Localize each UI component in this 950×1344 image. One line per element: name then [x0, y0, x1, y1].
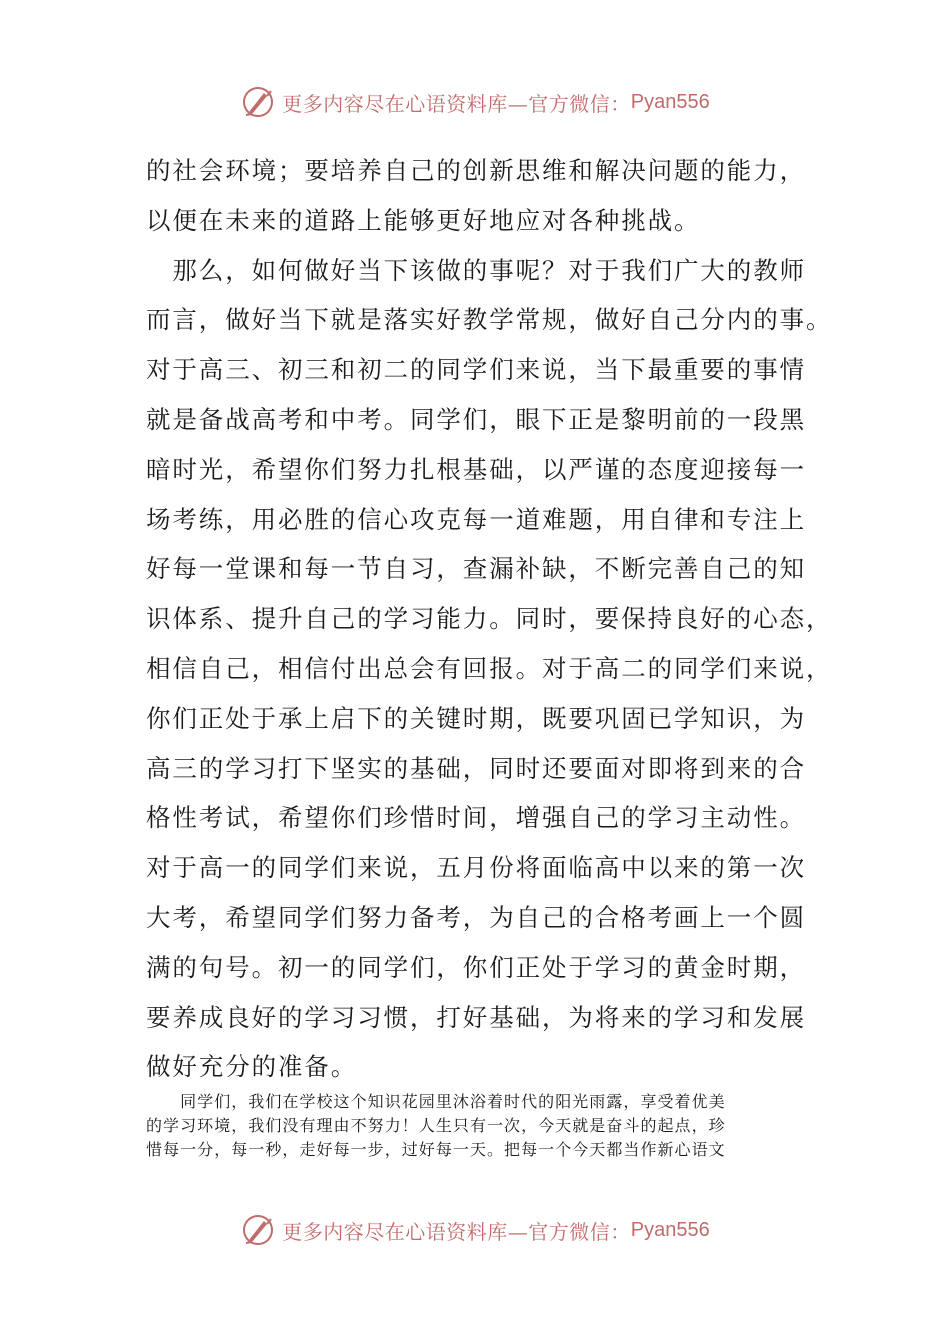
small-text-line: 惜每一分，每一秒，走好每一步，过好每一天。把每一个今天都当作新心语文 — [146, 1139, 726, 1159]
text-line: 做好充分的准备。 — [146, 1052, 358, 1082]
body-text — [146, 146, 833, 1092]
header-banner — [0, 80, 950, 124]
small-text-line: 同学们，我们在学校这个知识花园里沐浴着时代的阳光雨露，享受着优美 — [146, 1092, 726, 1111]
text-line: 的社会环境；要培养自己的创新思维和解决问题的能力， — [146, 156, 806, 185]
footer-banner-text: 更多内容尽在心语资料库—官方微信： — [282, 1219, 631, 1244]
text-line: 暗时光，希望你们努力扎根基础，以严谨的态度迎接每一 — [146, 454, 806, 484]
small-text-line: 的学习环境，我们没有理由不努力！人生只有一次，今天就是奋斗的起点，珍 — [146, 1115, 726, 1135]
text-line: 满的句号。初一的同学们，你们正处于学习的黄金时期， — [146, 952, 806, 982]
text-line: 那么，如何做好当下该做的事呢？对于我们广大的教师 — [146, 255, 806, 285]
quill-logo-icon — [240, 1212, 276, 1248]
small-text-block — [146, 1090, 806, 1161]
text-line: 对于高一的同学们来说，五月份将面临高中以来的第一次 — [146, 853, 806, 883]
text-line: 场考练，用必胜的信心攻克每一道难题，用自律和专注上 — [146, 504, 806, 534]
text-line: 以便在未来的道路上能够更好地应对各种挑战。 — [146, 205, 701, 235]
text-line: 对于高三、初三和初二的同学们来说，当下最重要的事情 — [146, 355, 806, 385]
header-banner-text: 更多内容尽在心语资料库—官方微信： — [282, 91, 631, 116]
text-line: 而言，做好当下就是落实好教学常规，做好自己分内的事。 — [146, 305, 833, 335]
text-line: 就是备战高考和中考。同学们，眼下正是黎明前的一段黑 — [146, 404, 806, 434]
text-line: 要养成良好的学习习惯，打好基础，为将来的学习和发展 — [146, 1002, 806, 1032]
text-line: 你们正处于承上启下的关键时期，既要巩固已学知识，为 — [146, 703, 806, 733]
text-line: 好每一堂课和每一节自习，查漏补缺，不断完善自己的知 — [146, 554, 806, 584]
header-wechat-id: Pyan556 — [630, 90, 710, 113]
footer-banner — [0, 1208, 950, 1252]
text-line: 格性考试，希望你们珍惜时间，增强自己的学习主动性。 — [146, 803, 806, 833]
text-line: 高三的学习打下坚实的基础，同时还要面对即将到来的合 — [146, 753, 806, 783]
text-line: 识体系、提升自己的学习能力。同时，要保持良好的心态， — [146, 604, 833, 634]
quill-logo-icon — [240, 84, 276, 120]
text-line: 大考，希望同学们努力备考，为自己的合格考画上一个圆 — [146, 902, 806, 932]
text-line: 相信自己，相信付出总会有回报。对于高二的同学们来说， — [146, 653, 833, 683]
footer-wechat-id: Pyan556 — [630, 1218, 710, 1241]
